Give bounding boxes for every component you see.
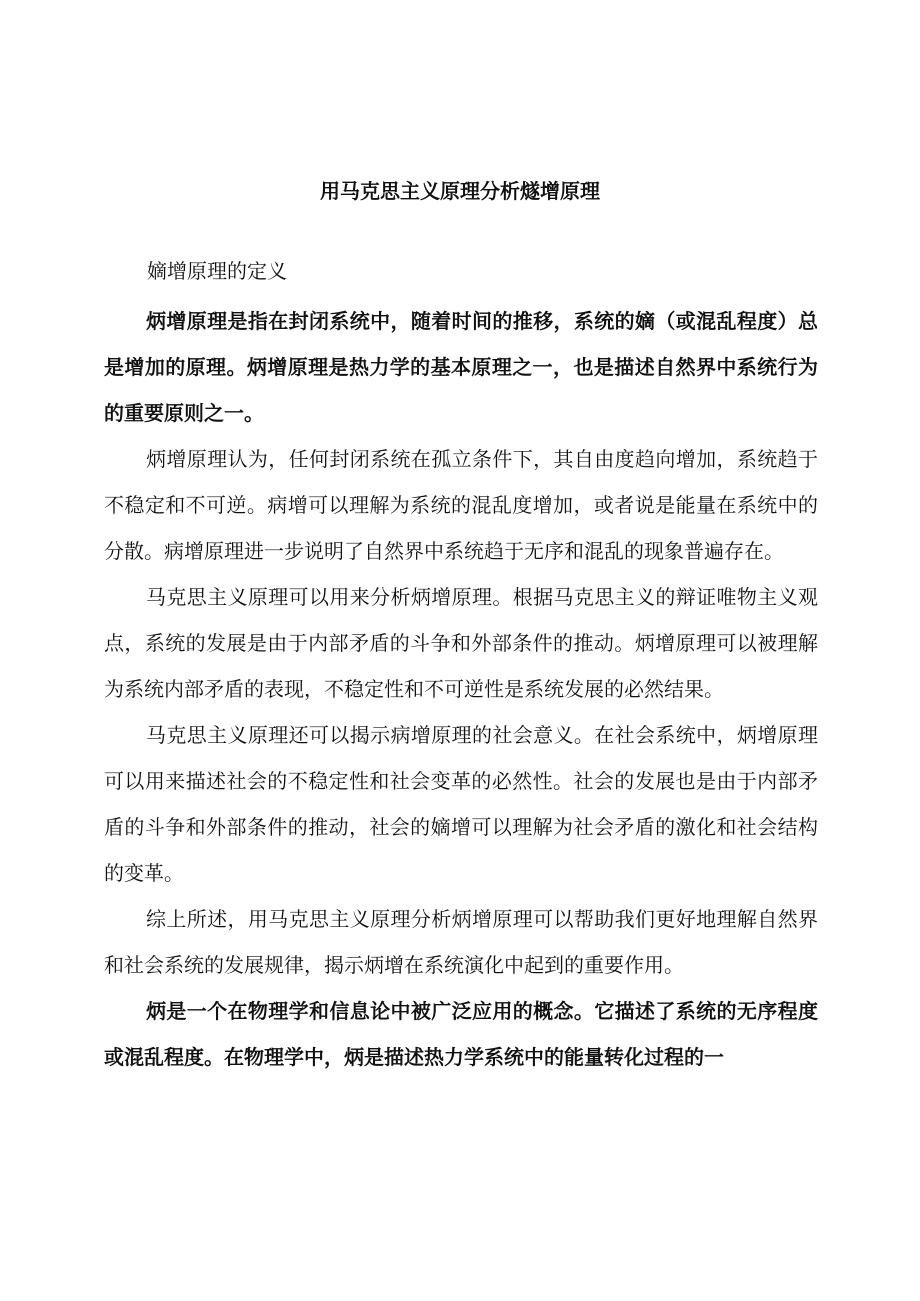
document-title: 用马克思主义原理分析燧增原理 [320,179,600,203]
section-heading: 嫡增原理的定义 [147,259,287,283]
paragraph-entropy-concept: 炳是一个在物理学和信息论中被广泛应用的概念。它描述了系统的无序程度或混乱程度。在物理学中，炳是描述热力学系统中的能量转化过程的一 [104,999,818,1069]
paragraph-summary: 综上所述，用马克思主义原理分析炳增原理可以帮助我们更好地理解自然界和社会系统的发展规律，揭示炳增在系统演化中起到的重要作用。 [104,907,818,977]
paragraph-definition: 炳增原理是指在封闭系统中，随着时间的推移，系统的嫡（或混乱程度）总是增加的原理。炳增原理是热力学的基本原理之一，也是描述自然界中系统行为的重要原则之一。 [104,309,818,425]
document-body [104,298,818,1080]
paragraph-social-meaning: 马克思主义原理还可以揭示病增原理的社会意义。在社会系统中，炳增原理可以用来描述社会的不稳定性和社会变革的必然性。社会的发展也是由于内部矛盾的斗争和外部条件的推动，社会的嫡增可以理解为社会矛盾的激化和社会结构的变革。 [104,723,818,885]
paragraph-explanation: 炳增原理认为，任何封闭系统在孤立条件下，其自由度趋向增加，系统趋于不稳定和不可逆。病增可以理解为系统的混乱度增加，或者说是能量在系统中的分散。病增原理进一步说明了自然界中系统趋于无序和混乱的现象普遍存在。 [104,447,818,563]
paragraph-marxist-analysis: 马克思主义原理可以用来分析炳增原理。根据马克思主义的辩证唯物主义观点，系统的发展是由于内部矛盾的斗争和外部条件的推动。炳增原理可以被理解为系统内部矛盾的表现，不稳定性和不可逆性是系统发展的必然结果。 [104,585,818,701]
